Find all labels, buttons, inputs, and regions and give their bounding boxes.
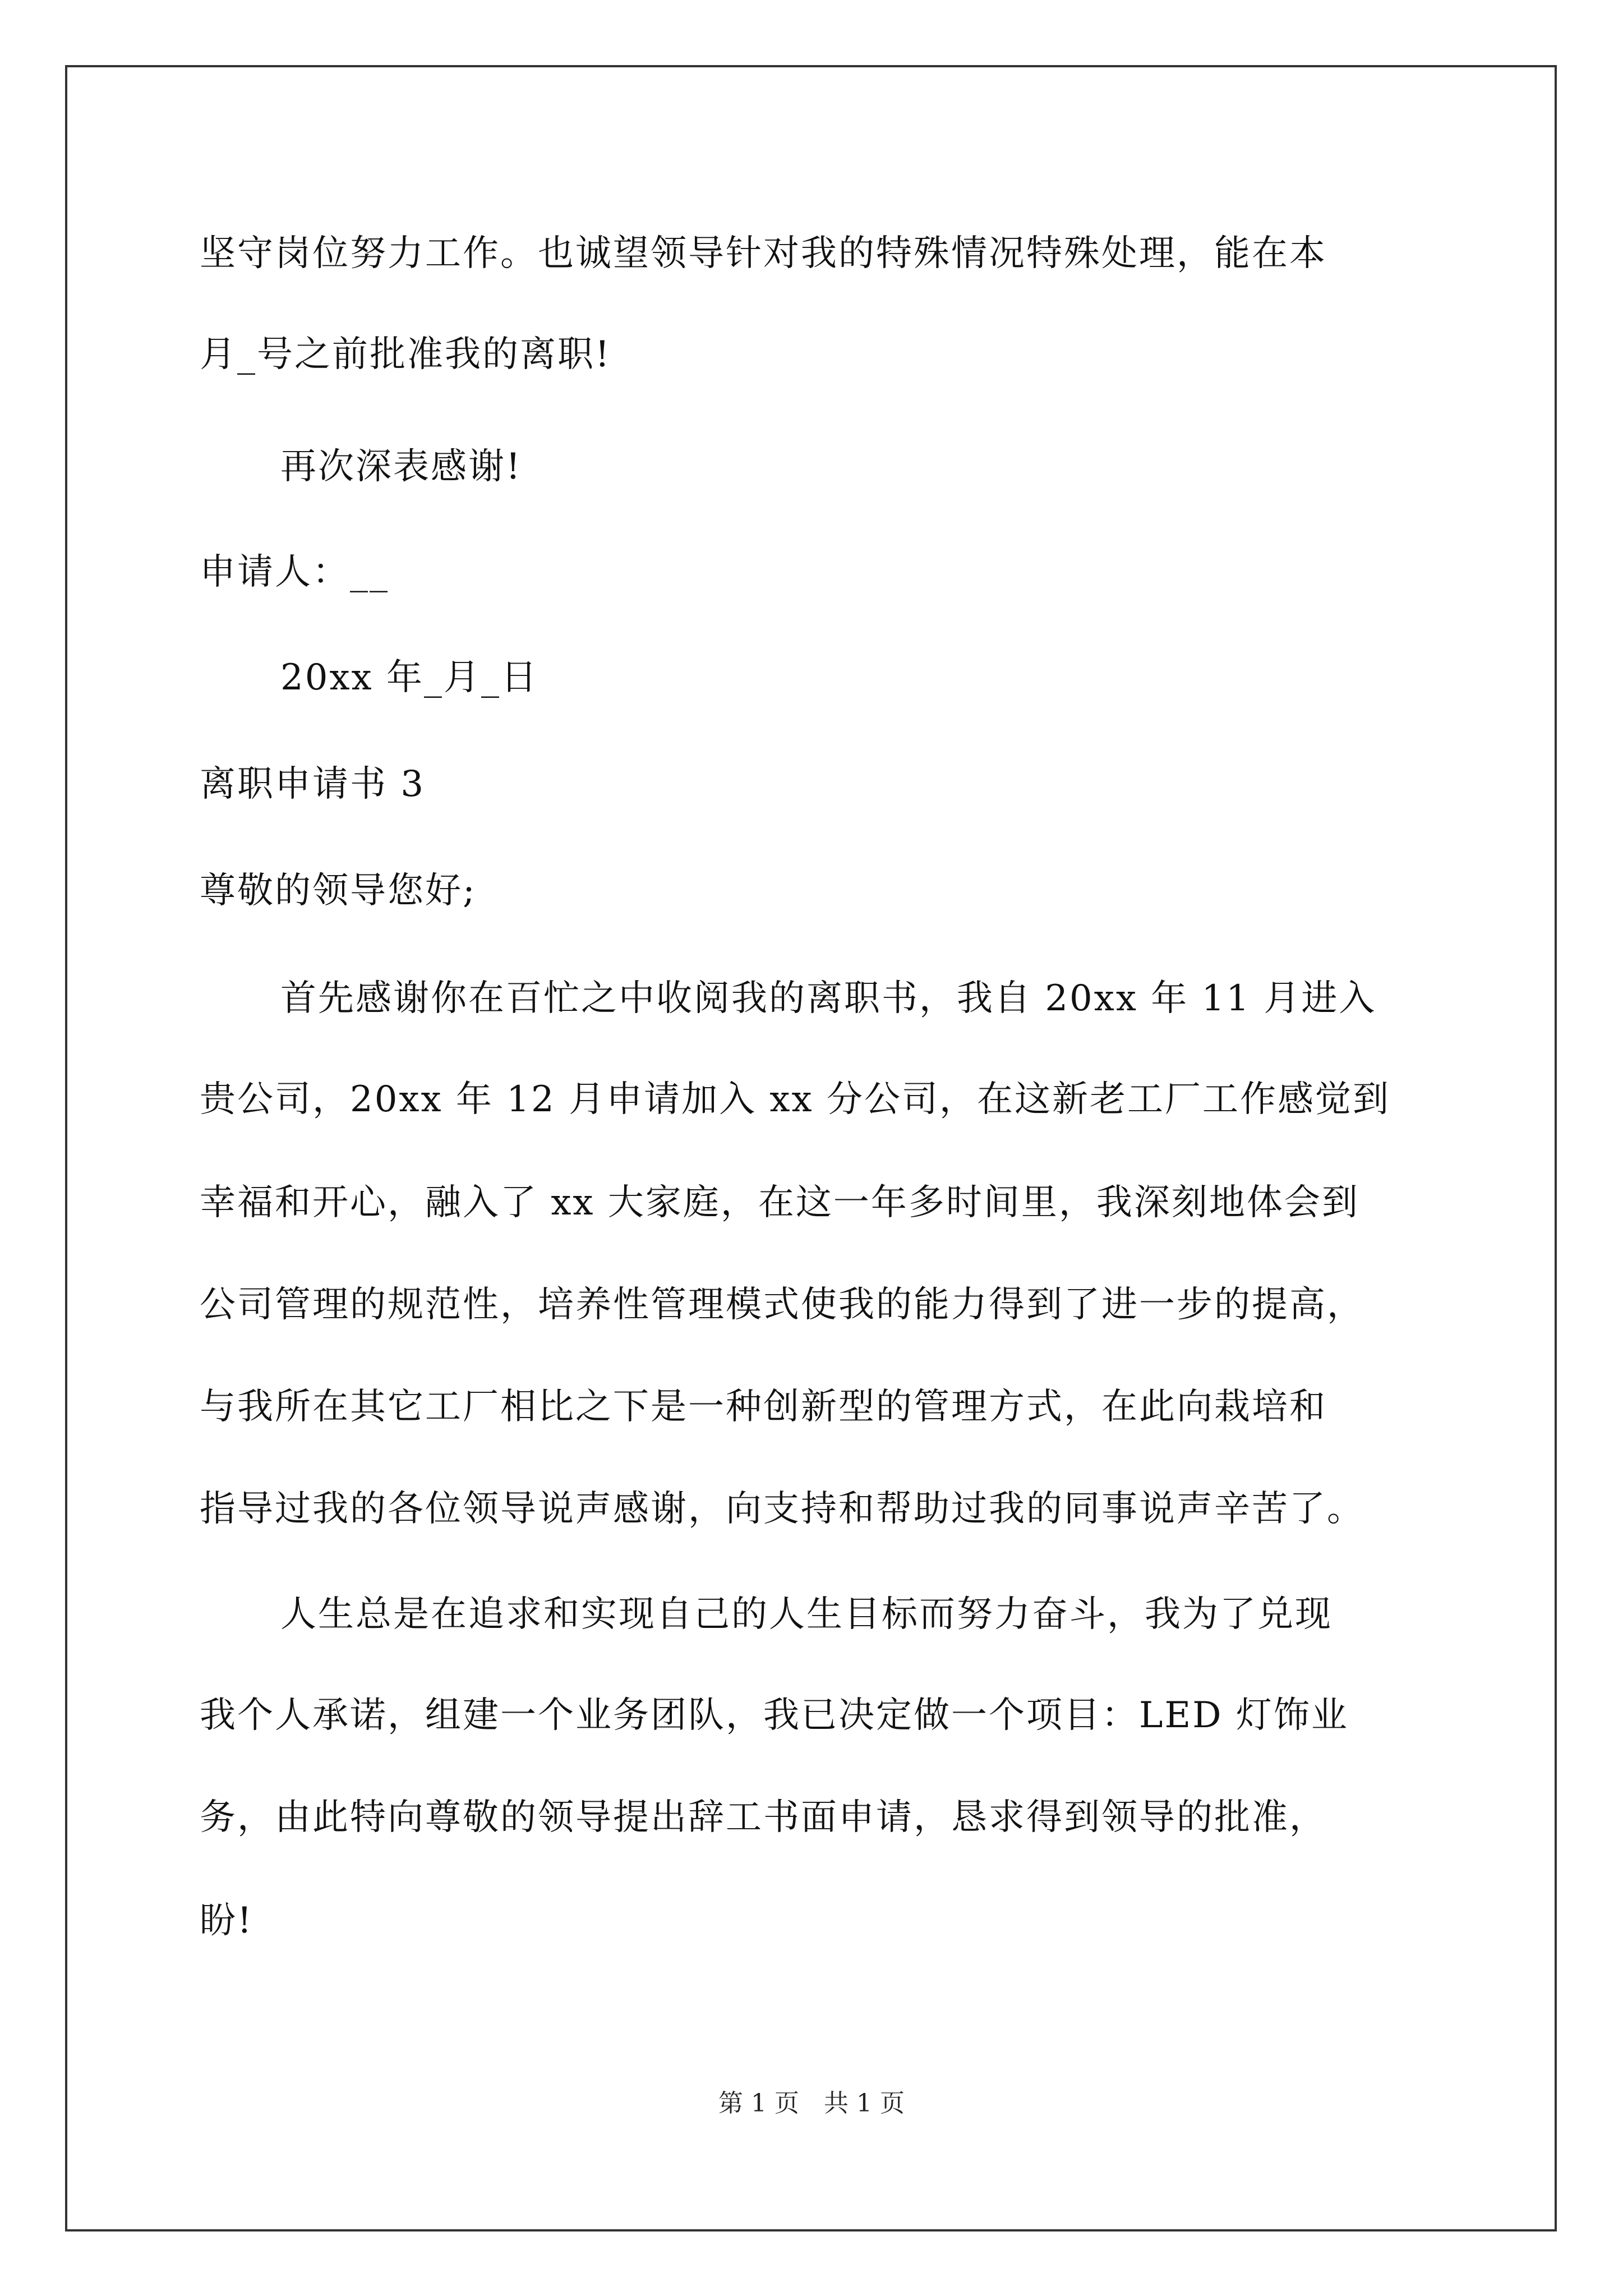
- paragraph-line: 与我所在其它工厂相比之下是一种创新型的管理方式，在此向栽培和: [200, 1386, 1327, 1428]
- paragraph-line: 贵公司，20xx 年 12 月申请加入 xx 分公司，在这新老工厂工作感觉到: [200, 1079, 1390, 1120]
- paragraph-line: 指导过我的各位领导说声感谢，向支持和帮助过我的同事说声辛苦了。: [200, 1488, 1364, 1530]
- paragraph-line: 我个人承诺，组建一个业务团队，我已决定做一个项目：LED 灯饰业: [200, 1695, 1349, 1736]
- salutation: 尊敬的领导您好;: [200, 870, 477, 912]
- paragraph-line: 盼!: [200, 1900, 253, 1941]
- closing-thanks: 再次深表感谢!: [280, 446, 522, 487]
- page-border: [65, 65, 1557, 2231]
- applicant-signature: 申请人：__: [200, 551, 389, 593]
- paragraph-line: 月_号之前批准我的离职!: [200, 334, 611, 375]
- paragraph-line: 公司管理的规范性，培养性管理模式使我的能力得到了进一步的提高，: [200, 1284, 1364, 1326]
- paragraph-line: 坚守岗位努力工作。也诚望领导针对我的特殊情况特殊处理，能在本: [200, 233, 1327, 274]
- paragraph-line: 首先感谢你在百忙之中收阅我的离职书，我自 20xx 年 11 月进入: [280, 978, 1377, 1019]
- paragraph-line: 务，由此特向尊敬的领导提出辞工书面申请，恳求得到领导的批准，: [200, 1797, 1327, 1838]
- paragraph-line: 人生总是在追求和实现自己的人生目标而努力奋斗，我为了兑现: [280, 1594, 1332, 1635]
- date-line: 20xx 年_月_日: [280, 657, 538, 698]
- page-number-footer: 第 1 页 共 1 页: [718, 2089, 905, 2118]
- section-title: 离职申请书 3: [200, 763, 426, 805]
- paragraph-line: 幸福和开心，融入了 xx 大家庭，在这一年多时间里，我深刻地体会到: [200, 1182, 1359, 1223]
